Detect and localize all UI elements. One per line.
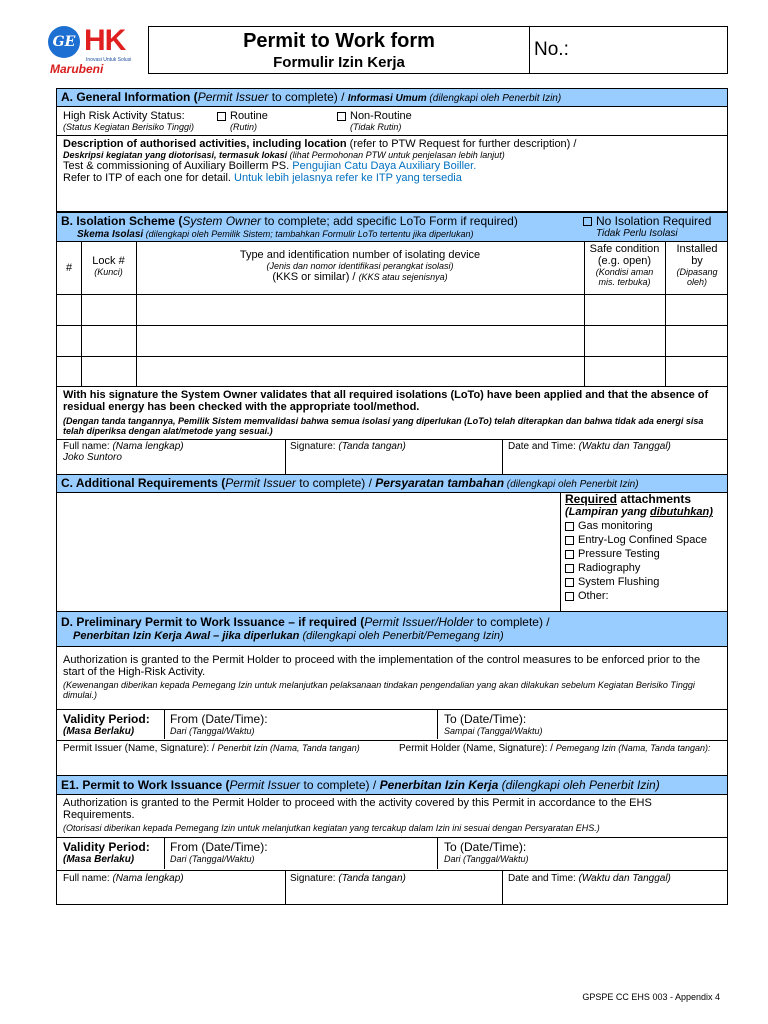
owner-signature-field[interactable]: Signature: (Tanda tangan): [290, 441, 406, 452]
page-subtitle: Formulir Izin Kerja: [273, 54, 405, 71]
column-header-number: #: [65, 262, 73, 274]
hk-logo-text: HK: [84, 24, 126, 57]
section-e1: [56, 775, 728, 905]
nonroutine-checkbox[interactable]: Non-Routine (Tidak Rutin): [337, 110, 412, 132]
checkbox-icon: [565, 550, 574, 559]
validity-period-label: Validity Period: (Masa Berlaku): [63, 712, 150, 737]
section-d-title: D. Preliminary Permit to Work Issuance – if required (Permit Issuer/Holder to complete) /: [61, 615, 550, 629]
section-b-header: [57, 213, 727, 242]
section-b: [56, 212, 728, 475]
table-row[interactable]: [57, 357, 727, 386]
permit-issuer-field[interactable]: Permit Issuer (Name, Signature): / Penerbit Izin (Nama, Tanda tangan): [63, 743, 360, 754]
column-header-device: Type and identification number of isolating device (Jenis dan nomor identifikasi perangkat isolasi) (KKS or similar) / (KKS atau sejenisnya): [239, 249, 481, 283]
e1-datetime-field[interactable]: Date and Time: (Waktu dan Tanggal): [508, 873, 671, 884]
required-attachments: Required attachments (Lampiran yang dibutuhkan) Gas monitoring Entry-Log Confined Space Pressure Testing Radiography System Flushing Other:: [565, 492, 713, 602]
routine-checkbox-icon: [217, 112, 226, 121]
section-e1-header: [57, 776, 727, 795]
e1-fullname-field[interactable]: Full name: (Nama lengkap): [63, 873, 184, 884]
checkbox-icon: [565, 592, 574, 601]
logo-tagline: Inovasi Untuk Solusi: [86, 57, 132, 63]
isolation-table: [57, 241, 727, 387]
section-d-header: [57, 612, 727, 647]
form-number-box[interactable]: [529, 26, 728, 74]
ge-logo-icon: [48, 26, 80, 58]
preliminary-authorization-text: Authorization is granted to the Permit Holder to proceed with the implementation of the control measures to be enforced prior to the start of the High-Risk Activity. (Kewenangan diberikan kepada Pemegang Izin untuk melanjutkan pelaksanaan tindakan pengendalian yang akan dilakukan sebelum Kegiatan Berisiko Tinggi dimulai.): [63, 654, 701, 700]
section-c-header: [57, 475, 727, 493]
column-header-safe-condition: Safe condition (e.g. open) (Kondisi aman mis. terbuka): [589, 243, 660, 287]
section-c-title: C. Additional Requirements (Permit Issuer to complete) / Persyaratan tambahan (dilengkapi oleh Penerbit Izin): [61, 476, 639, 490]
section-c: [56, 474, 728, 612]
attachment-gas-monitoring[interactable]: Gas monitoring: [565, 520, 713, 532]
form-title-box: [148, 26, 530, 74]
section-a: [56, 88, 728, 212]
column-header-installed-by: Installed by (Dipasang oleh): [676, 243, 718, 287]
section-d-subtitle: Penerbitan Izin Kerja Awal – jika diperlukan (dilengkapi oleh Penerbit/Pemegang Izin): [73, 630, 504, 642]
checkbox-icon: [565, 522, 574, 531]
attachment-pressure-testing[interactable]: Pressure Testing: [565, 548, 713, 560]
checkbox-icon: [565, 578, 574, 587]
owner-fullname-field[interactable]: Full name: (Nama lengkap) Joko Suntoro: [63, 441, 184, 463]
risk-status-label: High Risk Activity Status: (Status Kegiatan Berisiko Tinggi): [63, 110, 194, 132]
section-d: [56, 611, 728, 776]
permit-holder-field[interactable]: Permit Holder (Name, Signature): / Pemegang Izin (Nama, Tanda tangan):: [399, 743, 711, 754]
system-owner-validation: With his signature the System Owner validates that all required isolations (LoTo) have been applied and that the absence of residual energy has been checked with the appropriate tool/method. (Dengan tanda tangannya, Pemilik Sistem memvalidasi bahwa semua isolasi yang diperlukan (LoTo) telah diterapkan dan bahwa tidak ada energi sisa telah diperiksa dengan alat/metode yang sesuai.): [63, 389, 709, 436]
attachment-system-flushing[interactable]: System Flushing: [565, 576, 713, 588]
table-row[interactable]: [57, 326, 727, 356]
form-number-label: No.:: [534, 39, 569, 60]
attachment-radiography[interactable]: Radiography: [565, 562, 713, 574]
checkbox-icon: [565, 536, 574, 545]
section-b-title: B. Isolation Scheme (System Owner to complete; add specific LoTo Form if required): [61, 214, 518, 228]
preliminary-from-field[interactable]: From (Date/Time): Dari (Tanggal/Waktu): [170, 712, 268, 736]
no-isolation-checkbox-icon: [583, 217, 592, 226]
document-code: GPSPE CC EHS 003 - Appendix 4: [582, 992, 720, 1002]
attachment-entry-log[interactable]: Entry-Log Confined Space: [565, 534, 713, 546]
preliminary-to-field[interactable]: To (Date/Time): Sampai (Tanggal/Waktu): [444, 712, 543, 736]
ge-logo-text: GE: [52, 34, 76, 50]
permit-authorization-text: Authorization is granted to the Permit Holder to proceed with the activity covered by this Permit in accordance to the EHS Requirements. (Otorisasi diberikan kepada Pemegang Izin untuk melanjutkan kegiatan yang tercakup dalam Izin ini sesuai dengan Persyaratan EHS.): [63, 797, 652, 833]
company-logo: [46, 24, 142, 76]
column-header-lock: Lock # (Kunci): [92, 255, 125, 277]
section-b-subtitle: Skema Isolasi (dilengkapi oleh Pemilik Sistem; tambahkan Formulir LoTo tertentu jika diperlukan): [77, 229, 474, 240]
section-a-title: A. General Information (Permit Issuer to complete) / Informasi Umum (dilengkapi oleh Penerbit Izin): [61, 90, 562, 104]
activity-description[interactable]: Description of authorised activities, including location (refer to PTW Request for further description) / Deskripsi kegiatan yang diotorisasi, termasuk lokasi (lihat Permohonan PTW untuk penjelasan lebih lanjut) Test & commissioning of Auxiliary Boillerm PS. Pengujian Catu Daya Auxiliary Boiller. Refer to ITP of each one for detail. Untuk lebih jelasnya refer ke ITP yang tersedia: [63, 138, 577, 184]
e1-validity-period-label: Validity Period: (Masa Berlaku): [63, 840, 150, 865]
no-isolation-checkbox[interactable]: No Isolation Required Tidak Perlu Isolasi: [583, 214, 711, 239]
page-title: Permit to Work form: [243, 30, 435, 52]
e1-from-field[interactable]: From (Date/Time): Dari (Tanggal/Waktu): [170, 840, 268, 864]
e1-signature-field[interactable]: Signature: (Tanda tangan): [290, 873, 406, 884]
owner-datetime-field[interactable]: Date and Time: (Waktu dan Tanggal): [508, 441, 671, 452]
marubeni-logo-text: Marubeni: [50, 62, 104, 76]
attachment-other[interactable]: Other:: [565, 590, 713, 602]
table-row[interactable]: [57, 295, 727, 325]
section-a-header: [57, 89, 727, 107]
nonroutine-checkbox-icon: [337, 112, 346, 121]
e1-to-field[interactable]: To (Date/Time): Dari (Tanggal/Waktu): [444, 840, 529, 864]
additional-requirements-text[interactable]: [57, 493, 560, 612]
routine-checkbox[interactable]: Routine (Rutin): [217, 110, 268, 132]
section-e1-title: E1. Permit to Work Issuance (Permit Issuer to complete) / Penerbitan Izin Kerja (dilengkapi oleh Penerbit Izin): [61, 778, 660, 792]
checkbox-icon: [565, 564, 574, 573]
